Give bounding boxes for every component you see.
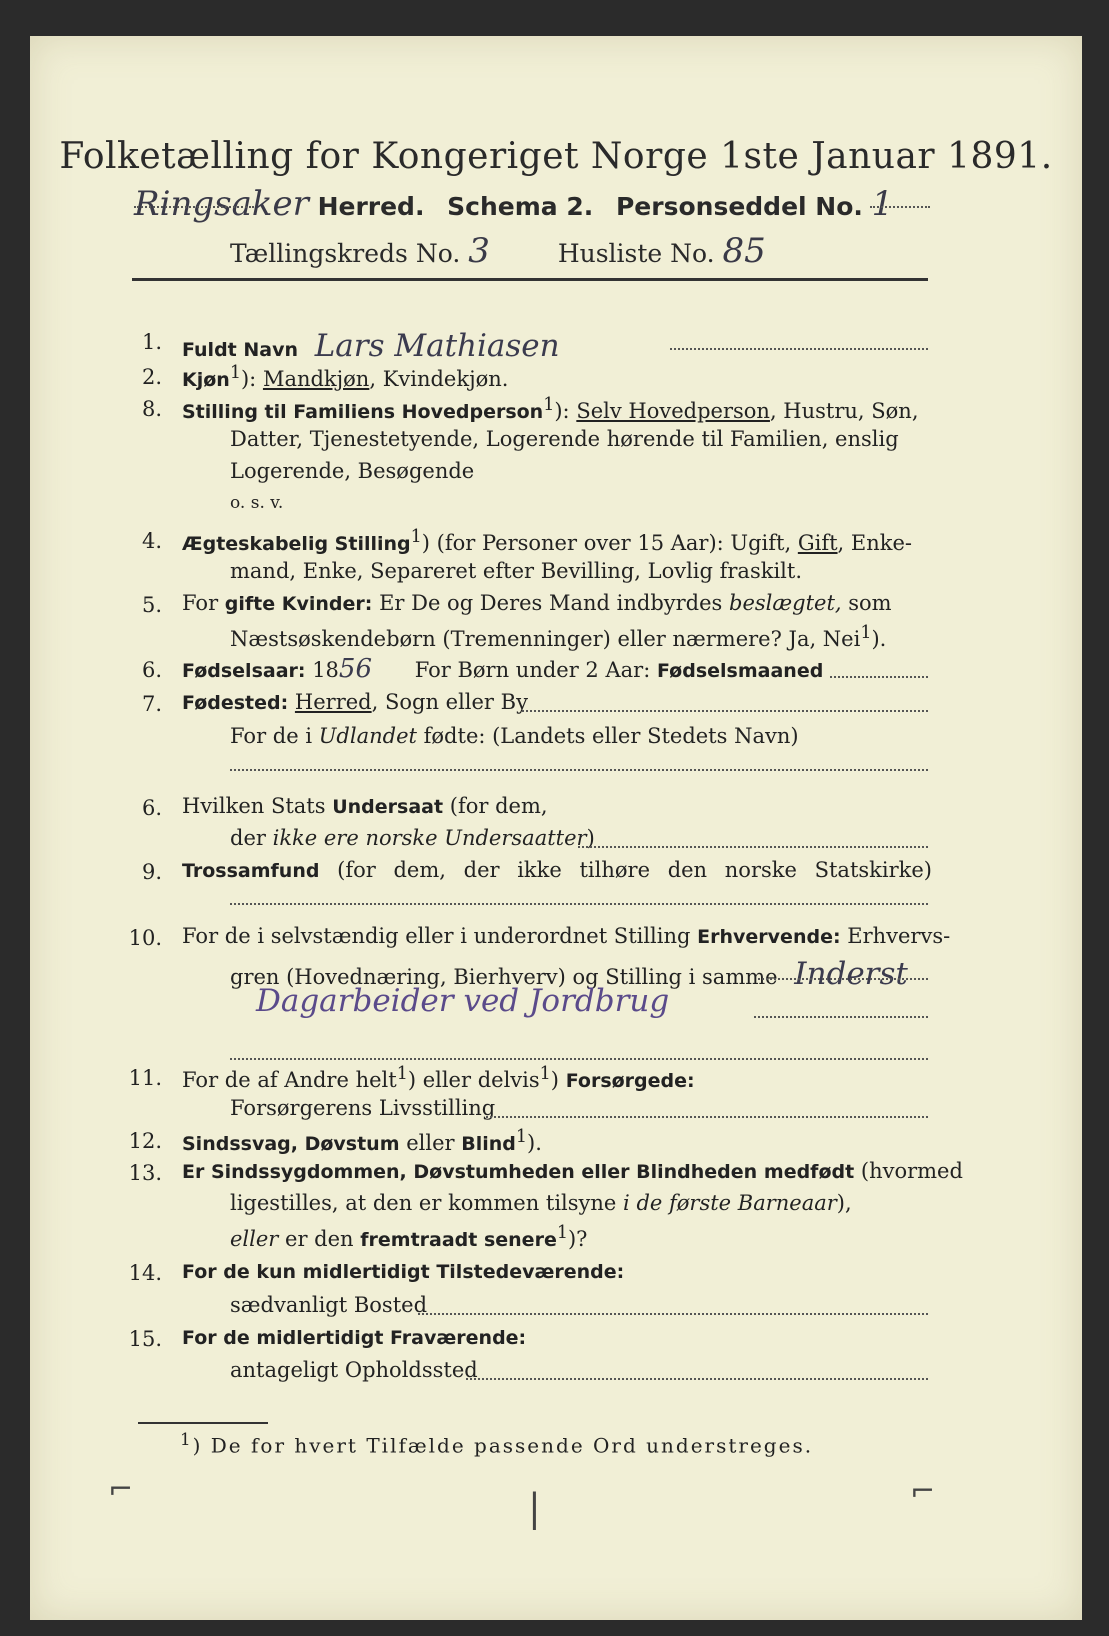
q13-line2-italic: i de første Barneaar [623, 1191, 837, 1215]
q10-line2-text: gren (Hovednæring, Bierhverv) og Stilling i samme [230, 965, 778, 989]
q13-sup: 1 [556, 1223, 568, 1243]
q6-rest: For Børn under 2 Aar: [414, 658, 651, 682]
q1-dotline [670, 348, 928, 350]
q13-number: 13. [128, 1161, 162, 1185]
q11-label: Forsørgede: [565, 1070, 695, 1092]
q6-line [182, 654, 823, 684]
herred-dotline [134, 206, 254, 208]
personseddel-value: 1 [871, 184, 894, 224]
herred-value: Ringsaker [134, 184, 309, 224]
q15-label: For de midlertidigt Fraværende: [182, 1327, 527, 1349]
q7-line2-a: For de i [230, 724, 313, 748]
q10-line1 [182, 924, 950, 948]
q5-line2-text: Næstsøskendebørn (Tremenninger) eller nærmere? Ja, Nei [230, 627, 861, 651]
q11-line2: Forsørgerens Livsstilling [230, 1096, 496, 1120]
footnote-sup: 1 [180, 1430, 193, 1449]
q7-label: Fødested: [182, 692, 289, 714]
q7-option-selected: Herred [294, 690, 372, 714]
q13-rest: (hvormed [860, 1159, 963, 1183]
q2-option-other: , Kvindekjøn. [369, 367, 509, 391]
q11-mid2: ) [550, 1068, 559, 1092]
q10-number: 10. [128, 926, 162, 950]
q13-line3-italic: eller [230, 1227, 279, 1251]
q13-end: )? [567, 1227, 588, 1251]
q3-label: Stilling til Familiens Hovedperson [182, 401, 544, 423]
q3-rest-a: ): [554, 399, 570, 423]
q13-line2 [230, 1191, 852, 1215]
q8-number: 6. [141, 796, 162, 820]
q11-pre: For de af Andre helt [182, 1068, 397, 1092]
q6-number: 6. [141, 658, 162, 682]
q12-line [182, 1127, 542, 1155]
q14-line2: sædvanligt Bosted [230, 1293, 428, 1317]
q2-line [182, 363, 508, 391]
q2-option-selected: Mandkjøn [262, 367, 370, 391]
q7-dotline [522, 710, 928, 712]
q10-dotline1 [758, 978, 928, 980]
q1-line [182, 328, 560, 364]
q7-number: 7. [141, 692, 162, 716]
q12-label2: Blind [461, 1133, 516, 1155]
q8-rest: (for dem, [449, 794, 548, 818]
q4-rest-b: , Enke- [837, 531, 913, 555]
q15-line2: antageligt Opholdssted [230, 1358, 478, 1382]
q5-line1 [182, 591, 892, 615]
q6-answer: 56 [338, 654, 373, 684]
q13-line2-b: ), [836, 1191, 852, 1215]
q10-rest: Erhvervs- [847, 924, 951, 948]
husliste-value: 85 [722, 231, 766, 271]
q2-sup: 1 [229, 363, 241, 383]
q4-option-selected: Gift [797, 531, 838, 555]
q13-label2: medfødt [763, 1161, 855, 1183]
q12-mid: eller [406, 1131, 455, 1155]
taellingskreds-label: Tællingskreds No. [230, 239, 461, 268]
q5-line2 [230, 623, 886, 651]
q12-sup: 1 [515, 1127, 527, 1147]
q9-number: 9. [141, 860, 162, 884]
census-form-sheet [30, 36, 1082, 1620]
q10-answer1: Inderst [794, 956, 908, 992]
q2-label: Kjøn [182, 369, 230, 391]
q5-rest-a: Er De og Deres Mand indbyrdes [379, 591, 723, 615]
q3-sup: 1 [543, 395, 555, 415]
q14-label: For de kun midlertidigt Tilstedeværende: [182, 1261, 625, 1283]
q3-line1 [182, 395, 919, 423]
herred-label: Herred. [317, 192, 425, 221]
q7-line2-b: fødte: (Landets eller Stedets Navn) [423, 724, 799, 748]
q1-number: 1. [141, 330, 162, 354]
q12-end: ). [527, 1131, 542, 1155]
q15-dotline [466, 1378, 928, 1380]
q7-dotline2 [230, 769, 928, 771]
q10-dotline3 [230, 1058, 928, 1060]
pen-mark-center: | [528, 1486, 541, 1530]
husliste-label: Husliste No. [557, 239, 715, 268]
q7-rest: , Sogn eller By [371, 690, 528, 714]
q12-label: Sindssvag, Døvstum [182, 1133, 400, 1155]
q3-line4: o. s. v. [230, 493, 284, 513]
q14-dotline [418, 1313, 928, 1315]
q8-line2-b: ) [586, 826, 595, 850]
q5-sup: 1 [860, 623, 872, 643]
q11-dotline [486, 1116, 928, 1118]
q13-line2-a: ligestilles, at den er kommen tilsyne [230, 1191, 617, 1215]
q14-line1 [182, 1259, 624, 1283]
q6-prefix: 18 [312, 658, 339, 682]
q4-line1 [182, 527, 912, 555]
schema-label: Schema 2. [447, 192, 594, 221]
q5-label: gifte Kvinder: [224, 593, 373, 615]
q12-number: 12. [128, 1129, 162, 1153]
q15-number: 15. [128, 1327, 162, 1351]
footnote-text: ) De for hvert Tilfælde passende Ord understreges. [192, 1433, 814, 1458]
q7-line2 [230, 724, 799, 748]
header-rule [132, 278, 928, 281]
q4-label: Ægteskabelig Stilling [182, 533, 411, 555]
q4-rest-a: ) (for Personer over 15 Aar): Ugift, [421, 531, 792, 555]
q14-number: 14. [128, 1261, 162, 1285]
q8-line1 [182, 794, 548, 818]
q3-line2: Datter, Tjenestetyende, Logerende hørende til Familien, enslig [230, 427, 899, 451]
footnote-rule [138, 1422, 268, 1424]
header-row-herred [134, 184, 964, 224]
q7-line2-italic: Udlandet [318, 724, 417, 748]
q6-dotline [830, 676, 928, 678]
q4-line2: mand, Enke, Separeret efter Bevilling, Lovlig fraskilt. [230, 559, 803, 583]
q10-dotline2 [754, 1016, 928, 1018]
footnote [180, 1430, 813, 1458]
q5-pre: For [182, 591, 219, 615]
q13-line3-bold: fremtraadt senere [360, 1229, 557, 1251]
q10-label: Erhvervende: [697, 926, 841, 948]
q8-line2-italic: ikke ere norske Undersaatter [272, 826, 587, 850]
q3-option-selected: Selv Hovedperson [576, 399, 770, 423]
q3-line3: Logerende, Besøgende [230, 459, 475, 483]
q5-end: ). [871, 627, 887, 651]
pen-mark-left: ⌐ [108, 1472, 134, 1507]
q11-sup1: 1 [396, 1064, 408, 1084]
q15-line1 [182, 1325, 526, 1349]
q8-label: Undersaat [332, 796, 444, 818]
q4-sup: 1 [410, 527, 422, 547]
q9-dotline [230, 903, 928, 905]
form-title: Folketælling for Kongeriget Norge 1ste Januar 1891. [59, 136, 1053, 177]
q10-answer2: Dagarbeider ved Jordbrug [256, 983, 670, 1019]
q6-label: Fødselsaar: [182, 660, 306, 682]
q8-line2-a: der [230, 826, 266, 850]
q11-mid: ) eller delvis [407, 1068, 540, 1092]
taellingskreds-value: 3 [468, 231, 490, 271]
q2-number: 2. [141, 365, 162, 389]
q8-pre: Hvilken Stats [182, 794, 326, 818]
q11-line1 [182, 1064, 695, 1092]
q11-sup2: 1 [539, 1064, 551, 1084]
q13-line3 [230, 1223, 587, 1251]
q13-line1 [182, 1159, 963, 1183]
q11-number: 11. [128, 1066, 162, 1090]
q5-number: 5. [141, 593, 162, 617]
q5-rest-b: som [848, 591, 892, 615]
q3-number: 8. [141, 397, 162, 421]
q1-answer: Lars Mathiasen [314, 328, 560, 364]
q7-line1 [182, 690, 528, 714]
personseddel-dotline [870, 206, 930, 208]
q8-dotline [578, 846, 928, 848]
q10-pre: For de i selvstændig eller i underordnet Stilling [182, 924, 691, 948]
q13-line3-a: er den [285, 1227, 354, 1251]
q4-number: 4. [141, 529, 162, 553]
q2-rest: ): [240, 367, 257, 391]
q1-label: Fuldt Navn [182, 339, 299, 361]
q8-line2 [230, 826, 595, 850]
q13-label: Er Sindssygdommen, Døvstumheden eller Blindheden [182, 1161, 758, 1183]
q3-rest-b: , Hustru, Søn, [769, 399, 919, 423]
pen-mark-right: ⌐ [910, 1474, 936, 1509]
q5-italic: beslægtet, [729, 591, 842, 615]
q9-rest: (for dem, der ikke tilhøre den norske Statskirke) [337, 858, 932, 882]
q9-label: Trossamfund [182, 860, 320, 882]
q9-line [182, 858, 932, 882]
q6-label2: Fødselsmaaned [656, 660, 824, 682]
header-row-taelling [230, 231, 766, 271]
personseddel-label: Personseddel No. [615, 192, 863, 221]
